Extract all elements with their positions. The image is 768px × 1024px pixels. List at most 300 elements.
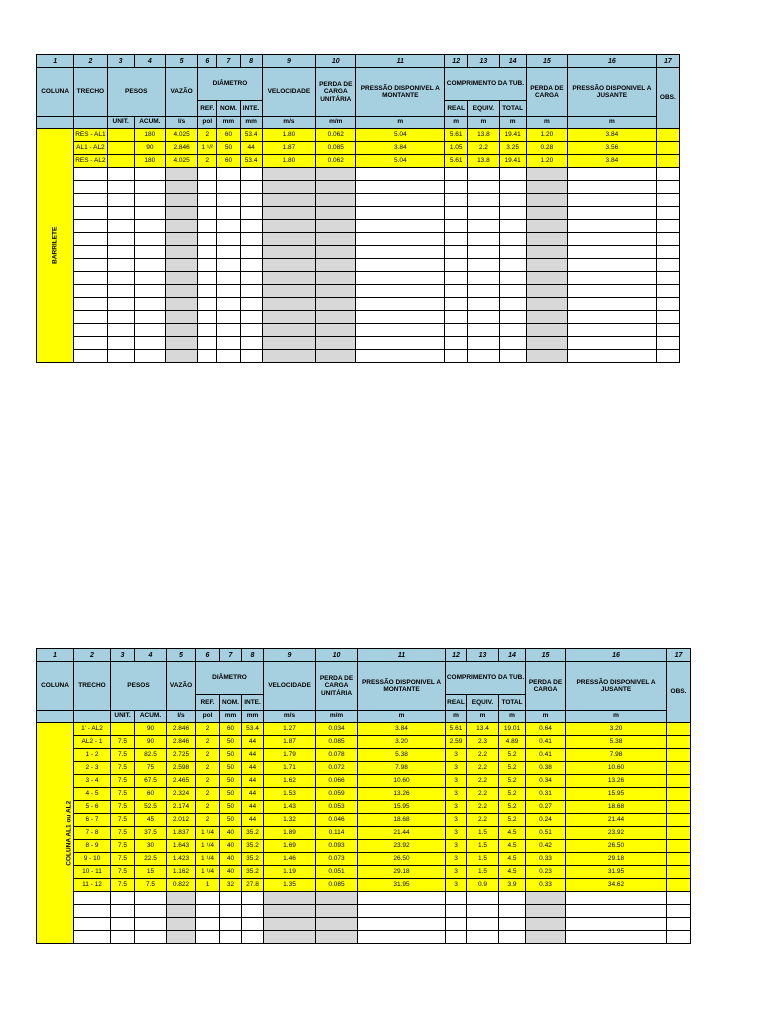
data-cell: 1.69 <box>264 840 316 853</box>
empty-row <box>37 233 680 246</box>
data-cell: 1 ¹/² <box>198 142 217 155</box>
column-number: 2 <box>74 55 107 68</box>
data-cell: 1.5 <box>467 853 499 866</box>
data-cell: 5.61 <box>445 129 468 142</box>
data-cell: 31.95 <box>566 866 667 879</box>
data-cell <box>217 194 240 207</box>
data-cell <box>107 298 134 311</box>
data-cell <box>316 298 356 311</box>
data-cell <box>198 311 217 324</box>
data-cell <box>526 892 566 905</box>
header-ref: REF. <box>196 695 220 711</box>
data-cell <box>134 233 165 246</box>
data-cell <box>656 194 679 207</box>
data-cell <box>499 194 526 207</box>
column-number: 6 <box>198 55 217 68</box>
data-cell <box>242 892 264 905</box>
unit-cell: m <box>467 711 499 723</box>
data-cell <box>499 892 526 905</box>
data-cell <box>217 285 240 298</box>
data-cell <box>526 905 566 918</box>
data-cell <box>356 350 445 363</box>
trecho-cell <box>74 298 107 311</box>
data-cell <box>445 259 468 272</box>
data-cell: 1.46 <box>264 853 316 866</box>
data-cell: 0.9 <box>467 879 499 892</box>
data-cell: 50 <box>220 814 242 827</box>
data-cell: 2 <box>196 749 220 762</box>
data-cell <box>165 311 197 324</box>
data-cell <box>316 168 356 181</box>
trecho-cell: 3 - 4 <box>74 775 111 788</box>
data-cell: 26.50 <box>358 853 446 866</box>
data-cell <box>445 311 468 324</box>
data-cell <box>656 337 679 350</box>
data-cell: 1.20 <box>526 129 567 142</box>
data-cell <box>316 285 356 298</box>
data-cell: 0.059 <box>316 788 358 801</box>
data-cell: 35.2 <box>242 853 264 866</box>
data-cell: 50 <box>217 142 240 155</box>
data-cell <box>356 220 445 233</box>
data-cell: 180 <box>134 155 165 168</box>
data-cell: 45 <box>135 814 167 827</box>
data-cell <box>358 931 446 944</box>
unit-row <box>37 711 691 723</box>
data-cell: 1.32 <box>264 814 316 827</box>
data-cell: 26.50 <box>566 840 667 853</box>
header-equiv: EQUIV. <box>467 695 499 711</box>
data-cell <box>262 272 315 285</box>
header-coluna: COLUNA <box>37 68 74 117</box>
unit-cell: l/s <box>167 711 196 723</box>
data-cell <box>568 350 657 363</box>
data-cell <box>445 181 468 194</box>
unit-cell: m <box>566 711 667 723</box>
data-cell <box>165 324 197 337</box>
table-row <box>37 775 691 788</box>
data-cell: 5.2 <box>499 814 526 827</box>
empty-row <box>37 350 680 363</box>
data-cell <box>240 194 262 207</box>
data-cell <box>135 918 167 931</box>
data-cell <box>445 285 468 298</box>
unit-cell: m/m <box>316 117 356 129</box>
data-cell <box>198 350 217 363</box>
data-cell: 30 <box>135 840 167 853</box>
trecho-cell <box>74 337 107 350</box>
data-cell <box>316 272 356 285</box>
unit-unit: UNIT. <box>111 711 135 723</box>
data-cell <box>499 337 526 350</box>
data-cell: 1 ¹/4 <box>196 853 220 866</box>
empty-row <box>37 931 691 944</box>
data-cell: 32 <box>220 879 242 892</box>
data-cell <box>467 931 499 944</box>
data-cell <box>262 246 315 259</box>
data-cell: 5.2 <box>499 749 526 762</box>
data-cell <box>240 246 262 259</box>
data-cell: 2.846 <box>167 723 196 736</box>
data-cell: 13.8 <box>468 155 499 168</box>
header-velocidade: VELOCIDADE <box>264 662 316 711</box>
data-cell <box>240 298 262 311</box>
data-cell: 2.59 <box>446 736 467 749</box>
data-cell <box>445 220 468 233</box>
data-cell: 2.2 <box>467 762 499 775</box>
data-cell <box>446 918 467 931</box>
data-cell <box>240 220 262 233</box>
data-cell: 7.5 <box>111 840 135 853</box>
data-cell: 5.38 <box>566 736 667 749</box>
data-cell <box>468 168 499 181</box>
data-cell: 18.68 <box>566 801 667 814</box>
data-cell: 10.60 <box>358 775 446 788</box>
data-cell <box>316 220 356 233</box>
data-cell <box>135 892 167 905</box>
column-number: 10 <box>316 55 356 68</box>
data-cell <box>445 233 468 246</box>
header-velocidade: VELOCIDADE <box>262 68 315 117</box>
column-number: 13 <box>467 649 499 662</box>
data-cell <box>316 931 358 944</box>
header-obs: OBS. <box>656 68 679 129</box>
header-ref: REF. <box>198 101 217 117</box>
data-cell <box>356 337 445 350</box>
data-cell <box>217 220 240 233</box>
data-cell: 180 <box>134 129 165 142</box>
data-cell <box>107 272 134 285</box>
data-cell: 3.20 <box>566 723 667 736</box>
data-cell: 2.3 <box>467 736 499 749</box>
data-cell: 50 <box>220 762 242 775</box>
data-cell <box>111 918 135 931</box>
data-cell <box>262 168 315 181</box>
data-cell <box>568 207 657 220</box>
data-cell: 23.92 <box>566 827 667 840</box>
data-cell <box>134 259 165 272</box>
empty-row <box>37 298 680 311</box>
data-cell: 82.5 <box>135 749 167 762</box>
unit-cell: mm <box>217 117 240 129</box>
data-cell <box>134 207 165 220</box>
trecho-cell: AL1 - AL2 <box>74 142 107 155</box>
data-cell <box>134 285 165 298</box>
data-cell <box>262 181 315 194</box>
data-cell <box>264 892 316 905</box>
data-cell <box>568 168 657 181</box>
data-cell <box>526 194 567 207</box>
data-cell: 7.5 <box>111 814 135 827</box>
data-cell <box>356 246 445 259</box>
data-cell <box>468 259 499 272</box>
data-cell <box>165 220 197 233</box>
data-cell <box>656 311 679 324</box>
data-cell <box>499 259 526 272</box>
data-cell <box>316 233 356 246</box>
table-row <box>37 827 691 840</box>
data-cell <box>165 272 197 285</box>
data-cell: 1 <box>196 879 220 892</box>
empty-row <box>37 905 691 918</box>
data-cell <box>198 194 217 207</box>
data-cell <box>262 337 315 350</box>
unit-row <box>37 117 680 129</box>
column-number: 1 <box>37 649 74 662</box>
trecho-cell: 1 - 2 <box>74 749 111 762</box>
data-cell: 7.5 <box>111 788 135 801</box>
data-cell <box>107 337 134 350</box>
data-cell <box>667 723 691 736</box>
data-cell <box>656 233 679 246</box>
header-perda-carga: PERDA DE CARGA <box>526 68 567 117</box>
data-cell <box>134 168 165 181</box>
data-cell <box>217 168 240 181</box>
data-cell: 53.4 <box>242 723 264 736</box>
data-cell: 2 <box>196 762 220 775</box>
data-cell <box>262 233 315 246</box>
data-cell <box>107 220 134 233</box>
data-cell: 1.80 <box>262 155 315 168</box>
unit-cell: mm <box>242 711 264 723</box>
data-cell: 7.5 <box>111 801 135 814</box>
data-cell: 1.19 <box>264 866 316 879</box>
data-cell <box>111 723 135 736</box>
trecho-cell <box>74 220 107 233</box>
data-cell <box>165 337 197 350</box>
trecho-cell: 8 - 9 <box>74 840 111 853</box>
header-obs: OBS. <box>667 662 691 723</box>
data-cell: 0.093 <box>316 840 358 853</box>
header-total: TOTAL <box>499 101 526 117</box>
data-cell: 21.44 <box>566 814 667 827</box>
data-cell: 2.2 <box>467 749 499 762</box>
data-cell <box>167 918 196 931</box>
header-trecho: TRECHO <box>74 662 111 711</box>
data-cell <box>240 311 262 324</box>
data-cell <box>240 207 262 220</box>
data-cell <box>656 259 679 272</box>
data-cell: 1.35 <box>264 879 316 892</box>
column-number: 4 <box>134 55 165 68</box>
table-row <box>37 853 691 866</box>
data-cell <box>107 259 134 272</box>
column-number: 3 <box>111 649 135 662</box>
column-number: 3 <box>107 55 134 68</box>
data-cell: 1.837 <box>167 827 196 840</box>
data-cell <box>468 285 499 298</box>
data-cell: 2 <box>196 723 220 736</box>
data-cell <box>240 168 262 181</box>
data-cell: 1.5 <box>467 840 499 853</box>
data-cell <box>667 853 691 866</box>
data-cell: 2 <box>196 736 220 749</box>
data-cell: 44 <box>242 775 264 788</box>
table-row <box>37 129 680 142</box>
data-cell: 2.2 <box>467 788 499 801</box>
data-cell <box>220 905 242 918</box>
data-cell <box>134 246 165 259</box>
data-cell: 1.71 <box>264 762 316 775</box>
data-cell <box>499 905 526 918</box>
trecho-cell <box>74 233 107 246</box>
data-cell <box>499 233 526 246</box>
data-cell: 0.051 <box>316 866 358 879</box>
data-cell: 0.41 <box>526 749 566 762</box>
data-cell <box>107 142 134 155</box>
table-row <box>37 840 691 853</box>
data-cell: 4.5 <box>499 853 526 866</box>
table-row <box>37 723 691 736</box>
data-cell: 3.84 <box>568 129 657 142</box>
data-cell <box>165 207 197 220</box>
data-cell <box>656 181 679 194</box>
unit-acum: ACUM. <box>135 711 167 723</box>
data-cell <box>656 298 679 311</box>
data-cell: 1.62 <box>264 775 316 788</box>
data-cell <box>316 246 356 259</box>
unit-cell: m <box>468 117 499 129</box>
data-cell: 5.2 <box>499 762 526 775</box>
data-cell <box>526 259 567 272</box>
data-cell: 50 <box>220 801 242 814</box>
data-cell <box>316 207 356 220</box>
data-cell <box>356 285 445 298</box>
data-cell: 0.062 <box>316 155 356 168</box>
column-number-row <box>37 649 691 662</box>
header-inte: INTE. <box>240 101 262 117</box>
data-cell: 40 <box>220 866 242 879</box>
data-cell <box>111 892 135 905</box>
column-number: 9 <box>264 649 316 662</box>
data-cell <box>468 181 499 194</box>
data-cell <box>240 285 262 298</box>
data-cell <box>667 840 691 853</box>
data-cell <box>262 298 315 311</box>
data-cell <box>316 194 356 207</box>
data-cell: 27.8 <box>242 879 264 892</box>
trecho-cell <box>74 272 107 285</box>
data-cell <box>445 194 468 207</box>
data-cell <box>468 324 499 337</box>
data-cell: 0.053 <box>316 801 358 814</box>
table-row <box>37 142 680 155</box>
data-cell <box>667 788 691 801</box>
data-cell: 0.066 <box>316 775 358 788</box>
unit-cell: m <box>526 117 567 129</box>
data-cell <box>526 311 567 324</box>
empty-row <box>37 337 680 350</box>
data-cell <box>468 272 499 285</box>
data-cell <box>656 129 679 142</box>
header-trecho: TRECHO <box>74 68 107 117</box>
data-cell <box>445 272 468 285</box>
data-cell: 90 <box>134 142 165 155</box>
data-cell <box>446 931 467 944</box>
data-cell: 22.5 <box>135 853 167 866</box>
data-cell <box>165 285 197 298</box>
column-group-cell <box>37 723 74 944</box>
header-row <box>37 662 691 695</box>
data-cell <box>499 324 526 337</box>
data-cell: 5.04 <box>356 155 445 168</box>
trecho-cell: 6 - 7 <box>74 814 111 827</box>
data-cell: 7.5 <box>111 749 135 762</box>
data-cell <box>467 905 499 918</box>
empty-row <box>37 892 691 905</box>
data-cell: 35.2 <box>242 827 264 840</box>
data-cell <box>134 337 165 350</box>
data-cell: 1.87 <box>264 736 316 749</box>
data-cell <box>165 233 197 246</box>
data-cell <box>499 285 526 298</box>
data-cell: 5.2 <box>499 801 526 814</box>
data-cell: 10.60 <box>566 762 667 775</box>
data-cell <box>316 324 356 337</box>
data-cell: 7.5 <box>111 736 135 749</box>
data-cell <box>467 892 499 905</box>
unit-cell <box>74 117 107 129</box>
data-cell: 50 <box>220 775 242 788</box>
data-cell <box>262 207 315 220</box>
header-perda-carga: PERDA DE CARGA <box>526 662 566 711</box>
data-cell <box>667 905 691 918</box>
data-cell: 0.34 <box>526 775 566 788</box>
empty-row <box>37 168 680 181</box>
unit-cell: l/s <box>165 117 197 129</box>
data-cell <box>356 311 445 324</box>
data-cell <box>217 233 240 246</box>
trecho-cell: AL2 - 1 <box>74 736 111 749</box>
data-cell <box>198 272 217 285</box>
data-cell <box>667 931 691 944</box>
unit-cell: m <box>356 117 445 129</box>
data-cell: 2.465 <box>167 775 196 788</box>
header-vazao: VAZÃO <box>167 662 196 711</box>
data-cell: 4.5 <box>499 866 526 879</box>
unit-cell <box>37 711 74 723</box>
data-cell <box>356 259 445 272</box>
data-cell <box>198 298 217 311</box>
data-cell: 1.43 <box>264 801 316 814</box>
data-cell <box>656 207 679 220</box>
data-cell <box>262 259 315 272</box>
data-cell <box>566 931 667 944</box>
data-cell <box>445 298 468 311</box>
data-cell <box>134 311 165 324</box>
data-cell <box>316 181 356 194</box>
data-cell <box>165 259 197 272</box>
column-group-cell <box>37 129 74 363</box>
header-real: REAL <box>445 101 468 117</box>
data-cell: 50 <box>220 749 242 762</box>
data-cell <box>316 350 356 363</box>
empty-row <box>37 207 680 220</box>
data-cell: 1.53 <box>264 788 316 801</box>
data-cell <box>107 311 134 324</box>
data-cell <box>198 220 217 233</box>
data-cell <box>667 918 691 931</box>
data-cell: 3.84 <box>356 142 445 155</box>
data-cell: 40 <box>220 827 242 840</box>
data-cell <box>240 181 262 194</box>
column-number: 10 <box>316 649 358 662</box>
data-cell: 0.64 <box>526 723 566 736</box>
header-vazao: VAZÃO <box>165 68 197 117</box>
unit-cell: m/s <box>264 711 316 723</box>
column-group-label: COLUNA AL1 ou AL2 <box>65 800 73 866</box>
data-cell <box>135 931 167 944</box>
